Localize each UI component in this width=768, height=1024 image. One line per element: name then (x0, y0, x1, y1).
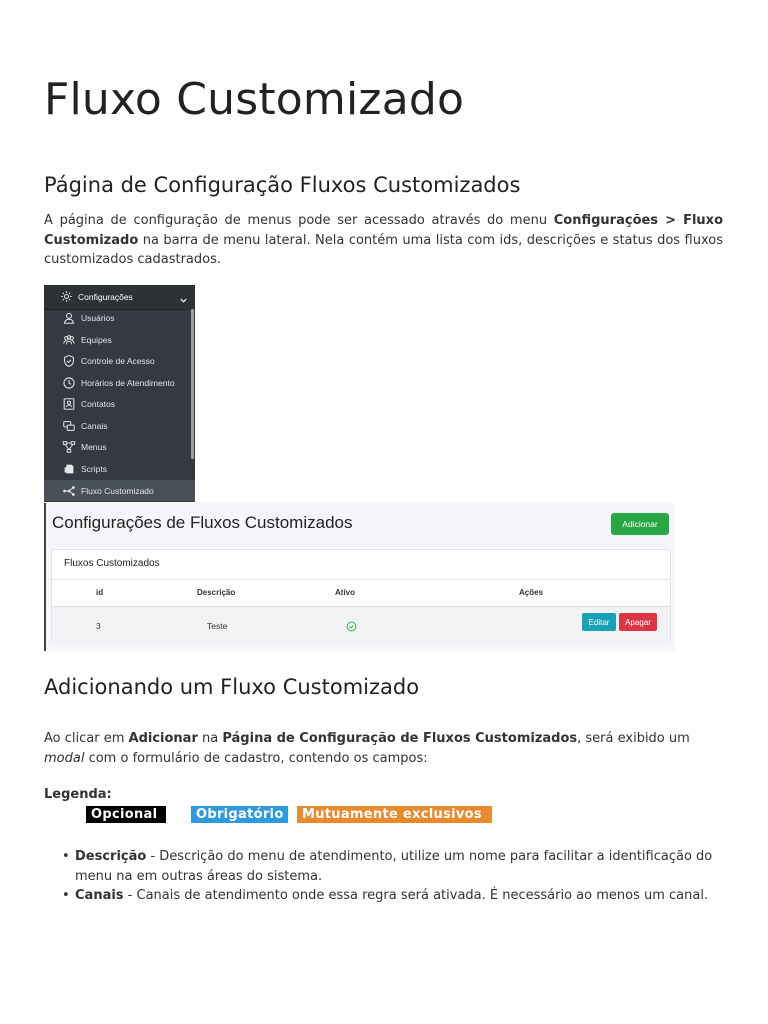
page-title: Fluxo Customizado (44, 74, 465, 125)
script-icon (62, 462, 76, 476)
sidebar-item-label: Canais (81, 420, 108, 431)
sidebar-item-equipes[interactable] (44, 329, 191, 350)
sidebar-scrollbar[interactable] (191, 309, 194, 459)
cell-descricao: Teste (207, 621, 228, 631)
menu-tree-icon (62, 440, 76, 454)
bullet-icon: • (62, 888, 70, 903)
sidebar-item-label: Horários de Atendimento (81, 377, 175, 388)
channels-icon (62, 419, 76, 433)
sidebar-item-label: Contatos (81, 398, 116, 409)
sidebar-item-label: Controle de Acesso (81, 355, 155, 366)
delete-button[interactable]: Apagar (619, 613, 657, 631)
flow-icon (62, 484, 76, 498)
sidebar-item-scripts[interactable] (44, 458, 191, 479)
contact-card-icon (62, 397, 76, 411)
column-header-descricao: Descrição (197, 588, 236, 597)
cell-id: 3 (96, 621, 101, 631)
divider (52, 579, 670, 580)
table-row (52, 606, 670, 643)
bullet-icon: • (62, 849, 70, 864)
sidebar-item-label: Menus (81, 441, 107, 452)
flows-card (51, 549, 671, 643)
sidebar-header-label: Configurações (78, 292, 133, 302)
column-header-acoes: Ações (519, 588, 544, 597)
fields-list (44, 847, 723, 906)
section-heading-config: Página de Configuração Fluxos Customizados (44, 173, 521, 197)
shield-icon (62, 354, 76, 368)
sidebar-item-contatos[interactable] (44, 393, 191, 414)
sidebar-item-label: Usuários (81, 312, 115, 323)
list-item: • Descrição - Descrição do menu de atendimento, utilize um nome para facilitar a identificação do menu na em outras áreas do sistema. (62, 849, 713, 884)
card-title: Fluxos Customizados (64, 558, 160, 569)
check-circle-icon (346, 619, 357, 630)
sidebar-item-fluxo-customizado[interactable] (44, 480, 195, 501)
sidebar-screenshot (44, 285, 195, 502)
edit-button[interactable]: Editar (582, 613, 616, 631)
users-icon (62, 333, 76, 347)
sidebar-item-usuarios[interactable] (44, 307, 191, 328)
list-item: • Canais - Canais de atendimento onde essa regra será ativada. É necessário ao menos um canal. (44, 886, 723, 906)
sidebar-item-label: Equipes (81, 334, 112, 345)
section-config-paragraph: A página de configuração de menus pode ser acessado através do menu Configurações > Fluxo Customizado na barra de menu lateral. Nela contém uma lista com ids, descrições e status dos fluxos customizados cadastrados. (44, 213, 723, 267)
section-add-paragraph: Ao clicar em Adicionar na Página de Configuração de Fluxos Customizados, será exibido um modal com o formulário de cadastro, contendo os campos: (44, 731, 690, 766)
menu-path: Configurações > Fluxo Customizado (44, 213, 723, 248)
legend-badge-required: Obrigatório (191, 806, 288, 823)
chevron-down-icon (179, 292, 188, 301)
sidebar-item-horarios-de-atendimento[interactable] (44, 372, 191, 393)
column-header-ativo: Ativo (335, 588, 355, 597)
legend-badge-optional: Opcional (86, 806, 166, 823)
sidebar-item-label: Scripts (81, 463, 107, 474)
legend-badge-mutual: Mutuamente exclusivos (297, 806, 492, 823)
clock-icon (62, 376, 76, 390)
column-header-id: id (96, 588, 104, 597)
user-icon (62, 311, 76, 325)
gear-icon (60, 290, 73, 303)
sidebar-item-menus[interactable] (44, 436, 191, 457)
section-heading-adicionando: Adicionando um Fluxo Customizado (44, 675, 420, 699)
sidebar-item-controle-de-acesso[interactable] (44, 350, 191, 371)
config-panel-screenshot (44, 503, 674, 651)
config-panel-title: Configurações de Fluxos Customizados (52, 513, 353, 532)
sidebar-item-label: Fluxo Customizado (81, 485, 154, 496)
sidebar-item-canais[interactable] (44, 415, 191, 436)
legend-label: Legenda: (44, 787, 112, 802)
add-button[interactable]: Adicionar (611, 513, 669, 535)
